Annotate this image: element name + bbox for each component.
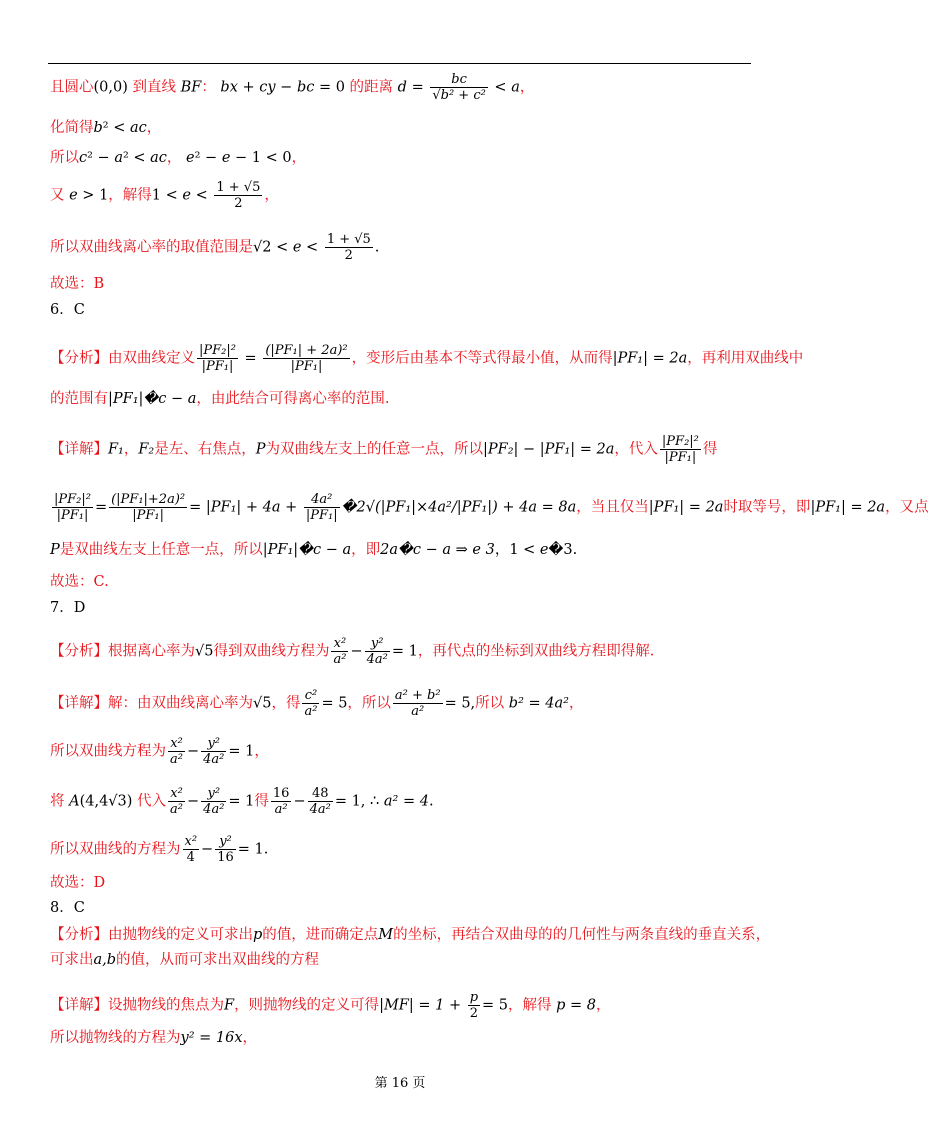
text-line-5: 故选：B (50, 276, 105, 292)
text-line-20: 8．C (50, 900, 85, 916)
text-line-17: 将 A(4,4√3) 代入 $\frac{\text{x²}}{\text{a²}}$ − $\frac{\text{y²}}{\text{4a²}}$ = 1得 $\frac{16}{\text{a²}}$ − $\frac{48}{\text{4a²}}$ = 1, ∴ a² = 4. (50, 786, 434, 817)
text-line-1: 化简得b² < ac， (50, 120, 162, 136)
text-line-24: 所以抛物线的方程为y² = 16x， (50, 1030, 258, 1046)
text-line-7: 【分析】由双曲线定义 $\frac{\text{|PF₂|²}}{\text{|PF₁|}}$ = $\frac{\text{(|PF₁| + 2a)²}}{\text{|PF₁|}}$ ，变形后由基本不等式得最小值，从而得|PF₁| = 2a，再利用双曲线中 (50, 343, 804, 374)
text-line-18: 所以双曲线的方程为 $\frac{\text{x²}}{4}$ − $\frac{\text{y²}}{16}$ = 1. (50, 834, 269, 865)
header-rule (48, 63, 751, 64)
text-line-4: 所以双曲线离心率的取值范围是√2 < e < $\frac{1 + √5}{2}$ . (50, 232, 380, 263)
text-line-0: 且圆心(0,0) 到直线 BF： bx + cy − bc = 0 的距离 d = $\frac{bc}{\text{√b² + c²}}$ < a， (50, 72, 535, 103)
text-line-9: 【详解】F₁，F₂是左、右焦点，P为双曲线左支上的任意一点，所以|PF₂| − |PF₁| = 2a，代入 $\frac{\text{|PF₂|²}}{\text{|PF₁|}}$ 得 (50, 434, 718, 465)
text-line-3: 又 e > 1，解得1 < e < $\frac{1 + √5}{2}$ ， (50, 180, 279, 211)
text-line-16: 所以双曲线方程为 $\frac{\text{x²}}{\text{a²}}$ − $\frac{\text{y²}}{\text{4a²}}$ = 1， (50, 736, 269, 767)
text-line-21: 【分析】由抛物线的定义可求出p的值，进而确定点M的坐标，再结合双曲母的的几何性与两条直线的垂直关系， (50, 927, 771, 943)
text-line-2: 所以c² − a² < ac， e² − e − 1 < 0， (50, 150, 307, 166)
text-line-14: 【分析】根据离心率为√5得到双曲线方程为 $\frac{\text{x²}}{\text{a²}}$ − $\frac{\text{y²}}{\text{4a²}}$ = 1，再代点的坐标到双曲线方程即得解. (50, 636, 655, 667)
text-line-8: 的范围有|PF₁|�c − a，由此结合可得离心率的范围. (50, 391, 390, 407)
text-line-13: 7．D (50, 600, 86, 616)
text-line-23: 【详解】设抛物线的焦点为F，则抛物线的定义可得|MF| = 1 + $\frac{p}{2}$ = 5，解得 p = 8， (50, 990, 611, 1021)
text-line-22: 可求出a,b的值，从而可求出双曲线的方程 (50, 952, 320, 968)
text-line-6: 6．C (50, 302, 85, 318)
text-line-12: 故选：C. (50, 574, 109, 590)
text-line-11: P是双曲线左支上任意一点，所以|PF₁|�c − a，即2a�c − a ⇒ e 3，1 < e�3. (50, 542, 578, 558)
text-line-10: $\frac{\text{|PF₂|²}}{\text{|PF₁|}}$ = $\frac{\text{(|PF₁|+2a)²}}{\text{|PF₁|}}$ = |PF₁| + 4a + $\frac{\text{4a²}}{\text{|PF₁|}}$ �2√(|PF₁|×4a²/|PF₁|) + 4a = 8a，当且仅当|PF₁| = 2a时取等号，即|PF₁| = 2a，又点 (54, 492, 929, 523)
text-line-19: 故选：D (50, 875, 106, 891)
text-line-15: 【详解】解：由双曲线离心率为√5，得 $\frac{\text{c²}}{\text{a²}}$ = 5，所以 $\frac{\text{a² + b²}}{\text{a²}}$ = 5,所以 b² = 4a²， (50, 688, 584, 719)
page-number: 第 16 页 (374, 1076, 426, 1091)
